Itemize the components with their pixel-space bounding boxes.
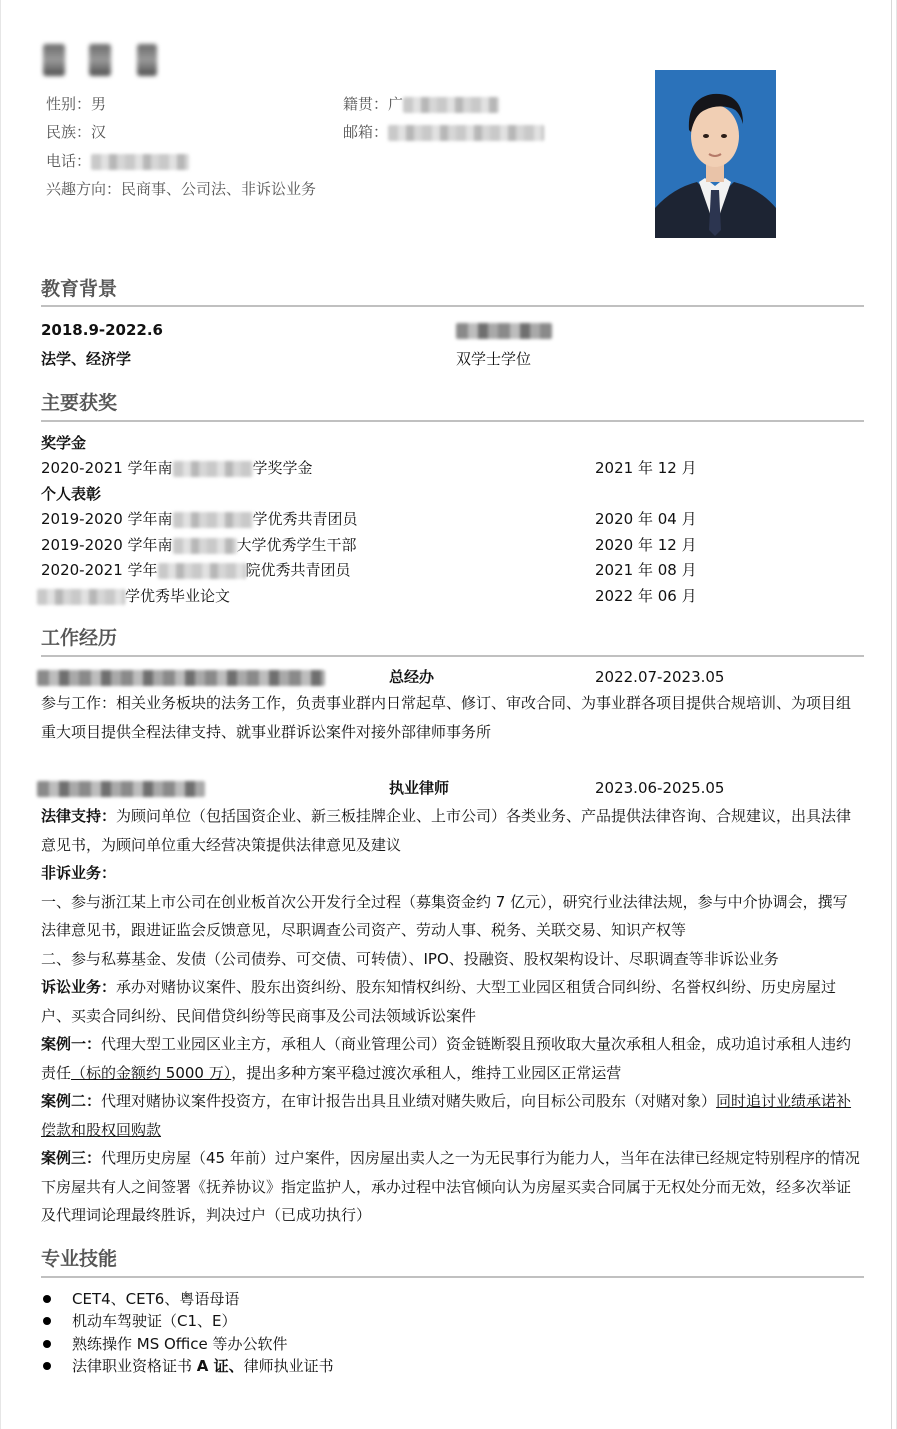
skill-text: 律师执业证书 xyxy=(243,1356,334,1375)
award-redacted xyxy=(173,461,253,477)
skill-text: 熟练操作 MS Office 等办公软件 xyxy=(72,1334,288,1353)
section-divider xyxy=(41,655,864,657)
award-item xyxy=(41,458,313,478)
skill-item xyxy=(41,1333,841,1355)
job1-period: 2022.07-2023.05 xyxy=(595,668,725,686)
case-2-text: 代理对赌协议案件投资方，在审计报告出具且业绩对赌失败后，向目标公司股东（对赌对象） xyxy=(101,1092,717,1110)
non-litigation-item-2: 二、参与私募基金、发债（公司债券、可交债、可转债）、IPO、投融资、股权架构设计、尽职调查等非诉讼业务 xyxy=(41,949,779,968)
case-2-label: 案例二： xyxy=(41,1092,102,1110)
skill-item xyxy=(41,1310,841,1332)
section-title-work: 工作经历 xyxy=(41,627,118,649)
award-date: 2021 年 08 月 xyxy=(595,561,697,579)
ethnicity: 民族：汉 xyxy=(46,123,107,141)
skill-text: CET4、CET6、粤语母语 xyxy=(72,1290,240,1308)
school-name-redacted xyxy=(456,320,552,340)
award-name-suffix: 学优秀毕业论文 xyxy=(125,587,231,605)
case-1-amount: （标的金额约 5000 万） xyxy=(71,1063,232,1082)
case-2 xyxy=(41,1087,861,1144)
award-date: 2020 年 04 月 xyxy=(595,510,697,528)
job2-position: 执业律师 xyxy=(389,779,450,797)
job2-period: 2023.06-2025.05 xyxy=(595,779,725,797)
bullet-icon xyxy=(43,1317,51,1325)
skill-text: 法律职业资格证书 xyxy=(72,1356,197,1375)
litigation-label: 诉讼业务： xyxy=(41,978,117,996)
award-date: 2020 年 12 月 xyxy=(595,536,697,554)
section-title-skills: 专业技能 xyxy=(41,1248,118,1270)
award-name-suffix: 大学优秀学生干部 xyxy=(236,536,357,554)
skill-item xyxy=(41,1288,841,1310)
education-period: 2018.9-2022.6 xyxy=(41,321,163,339)
non-litigation-item-1: 一、参与浙江某上市公司在创业板首次公开发行全过程（募集资金约 7 亿元），研究行业法律法规，参与中介协调会，撰写法律意见书，跟进证监会反馈意见，尽职调查公司资产、劳动人事、税务、关联交易、知识产权等 xyxy=(41,892,848,939)
case-1-text-end: ，提出多种方案平稳过渡次承租人，维持工业园区正常运营 xyxy=(231,1063,622,1082)
section-title-awards: 主要获奖 xyxy=(41,392,118,414)
section-divider xyxy=(41,305,864,307)
email-redacted xyxy=(388,125,544,141)
honor-heading: 个人表彰 xyxy=(41,485,102,503)
case-3-text: 代理历史房屋（45 年前）过户案件，因房屋出卖人之一为无民事行为能力人，当年在法律已经规定特别程序的情况下房屋共有人之间签署《抚养协议》指定监护人，承办过程中法官倾向认为房屋买卖合同属于无权处分而无效，经多次举证及代理词论理最终胜诉，判决过户（已成功执行） xyxy=(41,1149,860,1224)
bullet-icon xyxy=(43,1295,51,1303)
name-redacted xyxy=(43,44,163,78)
legal-support-text: 为顾问单位（包括国资企业、新三板挂牌企业、上市公司）各类业务、产品提供法律咨询、合规建议，出具法律意见书，为顾问单位重大经营决策提供法律意见及建议 xyxy=(41,807,852,854)
award-item xyxy=(41,535,357,555)
case-1-label: 案例一： xyxy=(41,1035,102,1053)
case-1 xyxy=(41,1030,861,1087)
award-redacted xyxy=(158,563,246,579)
non-litigation-label: 非诉业务： xyxy=(41,864,117,882)
native-redacted xyxy=(403,97,499,113)
award-name-suffix: 院优秀共青团员 xyxy=(245,561,351,579)
phone xyxy=(46,151,189,171)
award-name-prefix: 2019-2020 学年南 xyxy=(41,510,173,528)
scholarship-heading: 奖学金 xyxy=(41,434,87,452)
award-item xyxy=(41,509,358,529)
award-name-prefix: 2019-2020 学年南 xyxy=(41,536,173,554)
bullet-icon xyxy=(43,1362,51,1370)
job2-company-redacted xyxy=(37,778,205,798)
email xyxy=(343,122,544,142)
interest: 兴趣方向：民商事、公司法、非诉讼业务 xyxy=(46,180,317,198)
award-name-suffix: 学奖学金 xyxy=(252,459,313,477)
job2-details xyxy=(41,802,861,1230)
award-item xyxy=(37,586,230,606)
job1-description: 参与工作：相关业务板块的法务工作，负责事业群内日常起草、修订、审改合同、为事业群各项目提供合规培训、为项目组重大项目提供全程法律支持、就事业群诉讼案件对接外部律师事务所 xyxy=(41,694,852,741)
award-redacted xyxy=(37,589,125,605)
litigation-text: 承办对赌协议案件、股东出资纠纷、股东知情权纠纷、大型工业园区租赁合同纠纷、名誉权纠纷、历史房屋过户、买卖合同纠纷、民间借贷纠纷等民商事及公司法领域诉讼案件 xyxy=(41,978,837,1025)
gender: 性别：男 xyxy=(46,95,107,113)
skill-text-bold: A 证、 xyxy=(196,1356,244,1375)
job1-company-redacted xyxy=(37,667,325,687)
education-degree: 双学士学位 xyxy=(456,350,532,368)
legal-support xyxy=(41,802,861,859)
award-name-prefix: 2020-2021 学年南 xyxy=(41,459,173,477)
section-title-education: 教育背景 xyxy=(41,278,118,300)
award-redacted xyxy=(173,512,253,528)
skills-list xyxy=(41,1288,841,1377)
award-date: 2022 年 06 月 xyxy=(595,587,697,605)
skill-item xyxy=(41,1355,841,1377)
award-name-suffix: 学优秀共青团员 xyxy=(252,510,358,528)
award-name-prefix: 2020-2021 学年 xyxy=(41,561,158,579)
education-major: 法学、经济学 xyxy=(41,350,132,368)
profile-photo xyxy=(655,70,776,238)
litigation xyxy=(41,973,861,1030)
award-item xyxy=(41,560,351,580)
case-3-label: 案例三： xyxy=(41,1149,102,1167)
bullet-icon xyxy=(43,1340,51,1348)
section-divider xyxy=(41,1276,864,1278)
job1-position: 总经办 xyxy=(389,668,435,686)
phone-redacted xyxy=(91,154,189,170)
award-date: 2021 年 12 月 xyxy=(595,459,697,477)
case-1-text: 代理大型工业园区业主方，承租人（商业管理公司）资金链断裂且预收取大量次承租人租金，成功追讨承租人违约责任 xyxy=(41,1035,852,1082)
email-label: 邮箱： xyxy=(343,123,389,141)
award-redacted xyxy=(173,538,237,554)
section-divider xyxy=(41,420,864,422)
native-place xyxy=(343,94,499,114)
case-2-highlight: 同时追讨业绩承诺补偿款和股权回购款 xyxy=(41,1092,852,1139)
skill-text: 机动车驾驶证（C1、E） xyxy=(72,1312,237,1331)
phone-label: 电话： xyxy=(46,152,92,170)
legal-support-label: 法律支持： xyxy=(41,807,117,825)
native-label: 籍贯：广 xyxy=(343,95,404,113)
case-3 xyxy=(41,1144,861,1230)
